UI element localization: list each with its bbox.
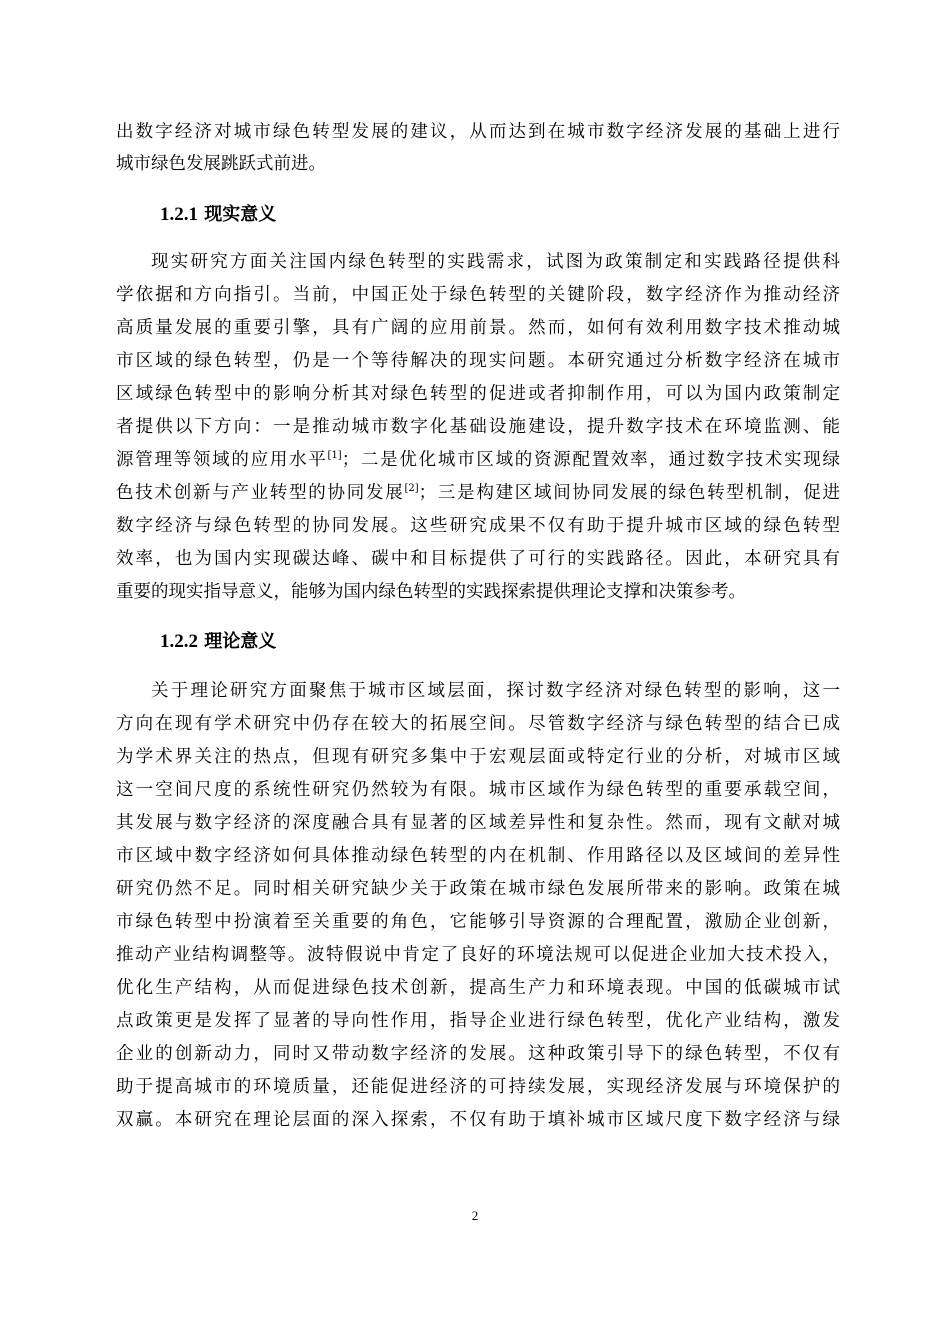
paragraph-line: 现实研究方面关注国内绿色转型的实践需求，试图为政策制定和实践路径提供科 [151, 252, 840, 272]
paragraph-line: 区域绿色转型中的影响分析其对绿色转型的促进或者抑制作用，可以为国内政策制定 [116, 384, 840, 404]
paragraph-line: 双赢。本研究在理论层面的深入探索，不仅有助于填补城市区域尺度下数字经济与绿 [116, 1110, 840, 1130]
paragraph-line: 方向在现有学术研究中仍存在较大的拓展空间。尽管数字经济与绿色转型的结合已成 [116, 714, 840, 734]
paragraph-line: 研究仍然不足。同时相关研究缺少关于政策在城市绿色发展所带来的影响。政策在城 [116, 879, 840, 899]
paragraph-line: 关于理论研究方面聚焦于城市区域层面，探讨数字经济对绿色转型的影响，这一 [151, 681, 840, 701]
paragraph-line: 高质量发展的重要引擎，具有广阔的应用前景。然而，如何有效利用数字技术推动城 [116, 318, 840, 338]
paragraph-line: 数字经济与绿色转型的协同发展。这些研究成果不仅有助于提升城市区域的绿色转型 [116, 516, 840, 536]
section-number: 1.2.2 [160, 631, 198, 652]
paragraph-line: 助于提高城市的环境质量，还能促进经济的可持续发展，实现经济发展与环境保护的 [116, 1077, 840, 1097]
paragraph-line: 优化生产结构，从而促进绿色技术创新，提高生产力和环境表现。中国的低碳城市试 [116, 978, 840, 998]
paragraph-line: 其发展与数字经济的深度融合具有显著的区域差异性和复杂性。然而，现有文献对城 [116, 813, 840, 833]
paragraph-line: 企业的创新动力，同时又带动数字经济的发展。这种政策引导下的绿色转型，不仅有 [116, 1044, 840, 1064]
section-number: 1.2.1 [160, 204, 198, 225]
text-segment: ；二是优化城市区域的资源配置效率，通过数字技术实现绿 [341, 450, 841, 470]
paragraph-line: 者提供以下方向：一是推动城市数字化基础设施建设，提升数字技术在环境监测、能 [116, 417, 840, 437]
citation-ref-1[interactable]: [1] [327, 450, 342, 461]
paragraph-line: 学依据和方向指引。当前，中国正处于绿色转型的关键阶段，数字经济作为推动经济 [116, 285, 840, 305]
paragraph-line: 效率，也为国内实现碳达峰、碳中和目标提供了可行的实践路径。因此，本研究具有 [116, 549, 840, 569]
page-number: 2 [471, 1208, 479, 1223]
paragraph-line: 点政策更是发挥了显著的导向性作用，指导企业进行绿色转型，优化产业结构，激发 [116, 1011, 840, 1031]
paragraph-line: 出数字经济对城市绿色转型发展的建议，从而达到在城市数字经济发展的基础上进行 [116, 122, 840, 142]
paragraph-line: 推动产业结构调整等。波特假说中肯定了良好的环境法规可以促进企业加大技术投入， [116, 945, 840, 965]
paragraph-line [116, 477, 840, 509]
text-segment: ；三是构建区域间协同发展的绿色转型机制，促进 [418, 483, 840, 503]
citation-ref-2[interactable]: [2] [404, 483, 419, 494]
paragraph-line: 为学术界关注的热点，但现有研究多集中于宏观层面或特定行业的分析，对城市区域 [116, 747, 840, 767]
text-segment: 色技术创新与产业转型的协同发展 [116, 483, 405, 503]
section-heading-1-2-1 [160, 199, 276, 231]
section-heading-1-2-2 [160, 626, 276, 658]
paragraph-line [116, 444, 840, 476]
section-title: 现实意义 [204, 204, 277, 225]
paragraph-line: 市区域的绿色转型，仍是一个等待解决的现实问题。本研究通过分析数字经济在城市 [116, 351, 840, 371]
paragraph-line: 市区域中数字经济如何具体推动绿色转型的内在机制、作用路径以及区域间的差异性 [116, 846, 840, 866]
paragraph-line: 这一空间尺度的系统性研究仍然较为有限。城市区域作为绿色转型的重要承载空间， [116, 780, 840, 800]
paragraph-line: 城市绿色发展跳跃式前进。 [116, 154, 326, 174]
paragraph-line: 市绿色转型中扮演着至关重要的角色，它能够引导资源的合理配置，激励企业创新， [116, 912, 840, 932]
paragraph-line: 重要的现实指导意义，能够为国内绿色转型的实践探索提供理论支撑和决策参考。 [116, 582, 746, 602]
text-segment: 源管理等领域的应用水平 [116, 450, 328, 470]
section-title: 理论意义 [204, 631, 277, 652]
